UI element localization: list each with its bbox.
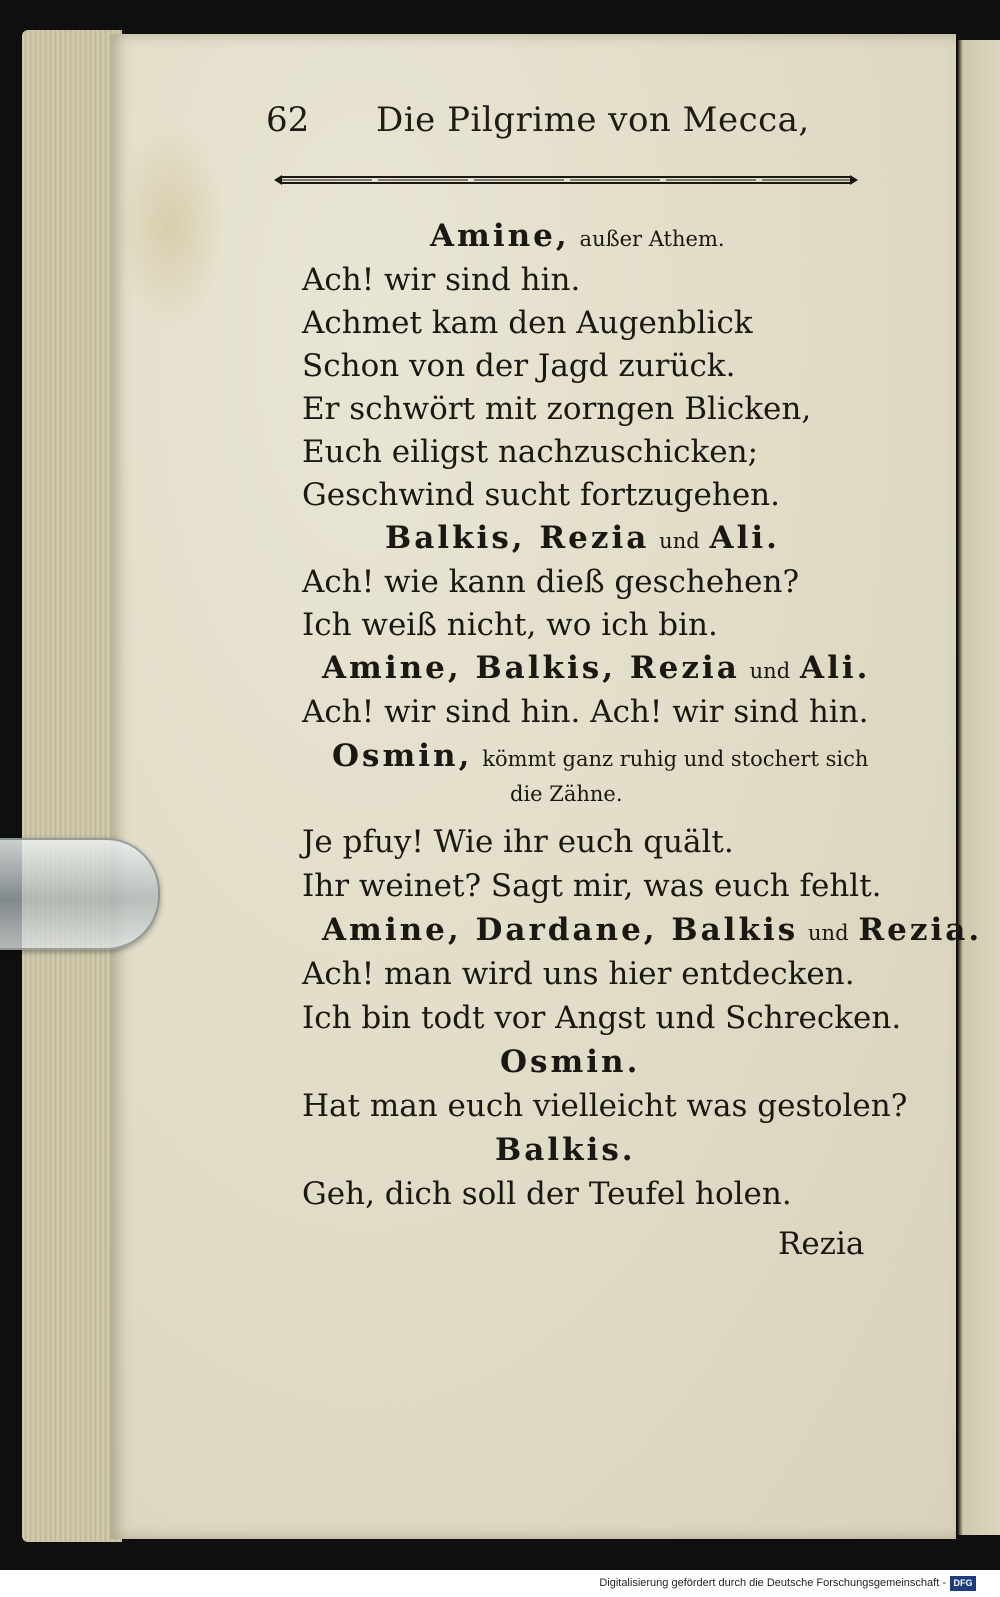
speaker-heading: Osmin. (500, 1044, 641, 1080)
verse-line: Geschwind sucht fortzugehen. (302, 477, 781, 513)
verse-line: Ach! wie kann dieß geschehen? (302, 564, 800, 600)
verse-line: Ihr weinet? Sagt mir, was euch fehlt. (302, 868, 882, 904)
verse-line: Schon von der Jagd zurück. (302, 348, 736, 384)
verse-line: Ich bin todt vor Angst und Schrecken. (302, 1000, 902, 1036)
verse-line: Hat man euch vielleicht was gestolen? (302, 1088, 908, 1124)
speaker-heading: Balkis. (495, 1132, 636, 1168)
paper-stain (115, 120, 225, 330)
facing-page-edge (958, 40, 1000, 1535)
verse-line: Ach! wir sind hin. Ach! wir sind hin. (302, 694, 869, 730)
dfg-logo: DFG (950, 1576, 976, 1591)
speaker-heading: Amine, Dardane, Balkis und Rezia. (322, 912, 983, 948)
ornamental-rule (272, 172, 860, 188)
stage-direction-continued: die Zähne. (510, 782, 623, 806)
verse-line: Je pfuy! Wie ihr euch quält. (302, 824, 734, 860)
digitization-footer (0, 1573, 1000, 1597)
footer-credit: Digitalisierung gefördert durch die Deutsche Forschungsgemeinschaft - (599, 1577, 946, 1589)
verse-line: Er schwört mit zorngen Blicken, (302, 391, 812, 427)
verse-line: Achmet kam den Augenblick (302, 305, 753, 341)
page-edges (22, 30, 122, 1542)
catchword: Rezia (778, 1226, 865, 1262)
verse-line: Ach! man wird uns hier entdecken. (302, 956, 855, 992)
speaker-heading: Amine, außer Athem. (430, 218, 725, 254)
speaker-heading: Balkis, Rezia und Ali. (385, 520, 780, 556)
verse-line: Euch eiligst nachzuschicken; (302, 434, 759, 470)
page-clip (0, 838, 160, 950)
verse-line: Ich weiß nicht, wo ich bin. (302, 607, 718, 643)
speaker-heading: Amine, Balkis, Rezia und Ali. (322, 650, 871, 686)
page-number: 62 (266, 100, 310, 140)
stage-direction: Osmin, kömmt ganz ruhig und stochert sich (332, 738, 869, 774)
verse-line: Ach! wir sind hin. (302, 262, 581, 298)
running-title: Die Pilgrime von Mecca, (376, 100, 810, 140)
verse-line: Geh, dich soll der Teufel holen. (302, 1176, 792, 1212)
running-head (266, 100, 866, 150)
